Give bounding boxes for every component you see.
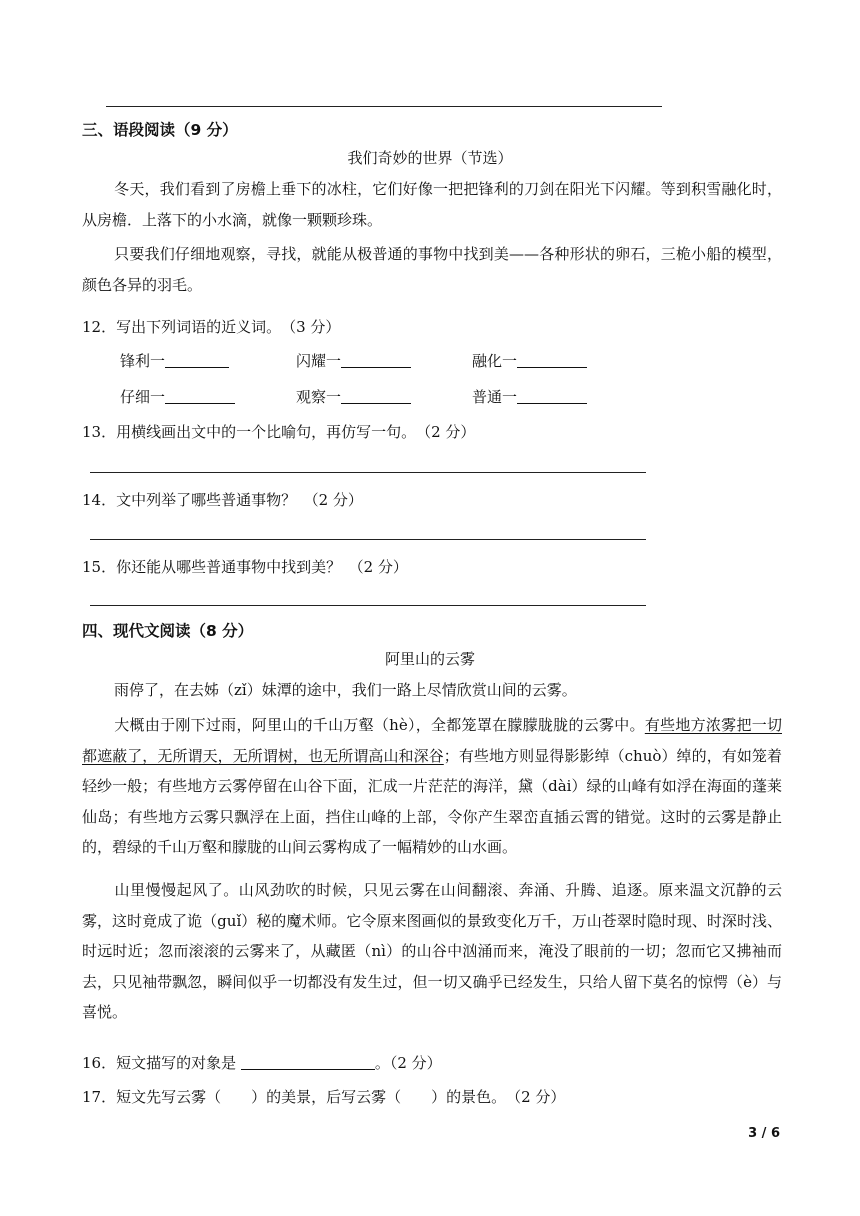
question-12: 12．写出下列词语的近义词。 （3 分） [82,318,341,336]
q12-blank-6[interactable] [517,387,587,404]
passage-1-paragraph-2-text: 只要我们仔细地观察，寻找，就能从极普通的事物中找到美——各种形状的卵石，三桅小船的模型，颜色各异的羽毛。 [82,245,782,294]
passage-2-paragraph-2-text-a: 大概由于刚下过雨，阿里山的千山万壑（hè），全都笼罩在朦朦胧胧的云雾中。 [114,716,645,734]
q13-answer-line[interactable] [90,472,646,473]
passage-2-paragraph-3 [82,875,782,1028]
page-number: 3 / 6 [748,1126,780,1141]
q12-word-5-label: 观察一 [296,388,342,406]
underlined-sentence: 有些地方浓雾把一切都遮蔽了，无所谓天，无所谓树，也无所谓高山和深谷 [82,716,782,765]
question-16 [82,1052,442,1073]
q12-word-2-label: 闪耀一 [296,352,342,370]
q12-word-6-label: 普通一 [472,388,518,406]
passage-title-2: 阿里山的云雾 [384,650,475,668]
section-3-title: 三、语段阅读（9 分） [82,121,238,139]
q12-word-4 [120,386,235,407]
q12-word-1 [120,350,229,371]
passage-2-paragraph-1 [82,675,782,706]
section-4-title: 四、现代文阅读（8 分） [82,622,254,640]
q12-word-1-label: 锋利一 [120,352,166,370]
question-17: 17．短文先写云雾（ ）的美景，后写云雾（ ）的景色。 （2 分） [82,1088,566,1106]
q12-word-3-label: 融化一 [472,352,518,370]
passage-2-paragraph-1-text: 雨停了，在去姊（zǐ）妹潭的途中，我们一路上尽情欣赏山间的云雾。 [114,681,577,699]
q12-blank-2[interactable] [341,351,411,368]
q12-word-5 [296,386,411,407]
question-15: 15．你还能从哪些普通事物中找到美？ （2 分） [82,558,408,576]
q14-answer-line[interactable] [90,539,646,540]
question-14: 14．文中列举了哪些普通事物？ （2 分） [82,491,363,509]
q12-word-4-label: 仔细一 [120,388,166,406]
q12-word-6 [472,386,587,407]
q12-blank-1[interactable] [165,351,229,368]
q12-word-3 [472,350,587,371]
passage-1-paragraph-1 [82,174,782,235]
answer-line-top [106,106,662,107]
passage-2-paragraph-2-text-b: ；有些地方则显得影影绰（chuò）绰的，有如笼着轻纱一般；有些地方云雾停留在山谷下面，汇成一片茫茫的海洋，黛（dài）绿的山峰有如浮在海面的蓬莱仙岛；有些地方云雾只飘浮在上面，挡住山峰的上部，令你产生翠峦直插云霄的错觉。这时的云雾是静止的，碧绿的千山万壑和朦胧的山间云雾构成了一幅精妙的山水画。 [82,746,782,856]
q12-word-2 [296,350,411,371]
q12-blank-4[interactable] [165,387,235,404]
q16-blank[interactable] [241,1053,375,1070]
passage-title-1: 我们奇妙的世界（节选） [347,149,513,167]
passage-2-paragraph-2 [82,710,782,863]
q15-answer-line[interactable] [90,605,646,606]
passage-2-paragraph-3-text: 山里慢慢起风了。山风劲吹的时候，只见云雾在山间翻滚、奔涌、升腾、追逐。原来温文沉静的云雾，这时竟成了诡（guǐ）秘的魔术师。它令原来图画似的景致变化万千，万山苍翠时隐时现、时深时浅、时远时近；忽而滚滚的云雾来了，从藏匿（nì）的山谷中汹涌而来，淹没了眼前的一切；忽而它又拂袖而去，只见袖带飘忽，瞬间似乎一切都没有发生过，但一切又确乎已经发生，只给人留下莫名的惊愕（è）与喜悦。 [82,881,782,1021]
passage-1-paragraph-2 [82,239,782,300]
q12-blank-3[interactable] [517,351,587,368]
passage-1-paragraph-1-text: 冬天，我们看到了房檐上垂下的冰柱，它们好像一把把锋利的刀剑在阳光下闪耀。等到积雪融化时，从房檐．上落下的小水滴，就像一颗颗珍珠。 [82,180,782,229]
question-16-suffix: 。（2 分） [374,1054,442,1072]
q12-blank-5[interactable] [341,387,411,404]
question-13: 13．用横线画出文中的一个比喻句，再仿写一句。 （2 分） [82,423,476,441]
question-16-text: 16．短文描写的对象是 [82,1054,237,1072]
